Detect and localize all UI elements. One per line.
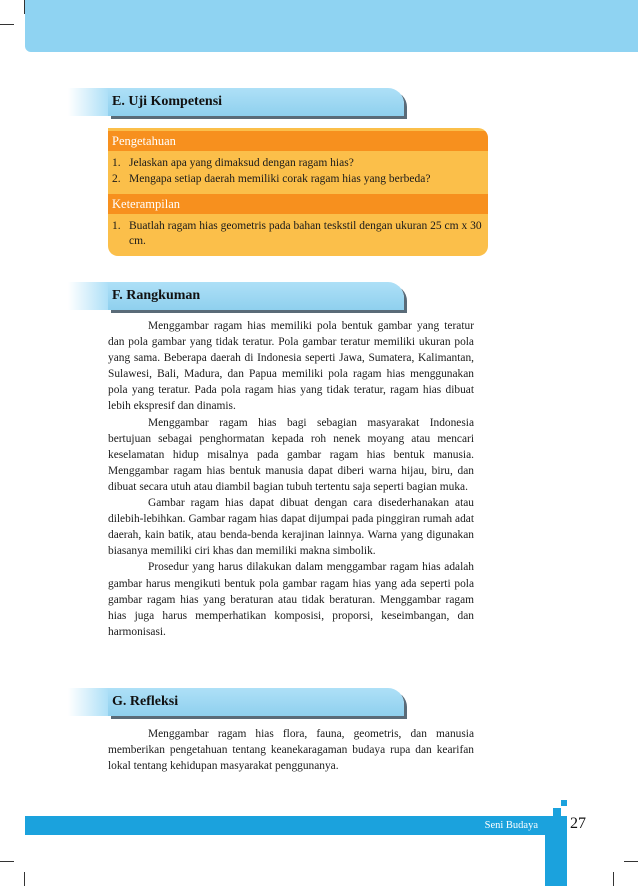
item-text: Mengapa setiap daerah memiliki corak ragam hias yang berbeda? — [129, 173, 431, 185]
section-f-header — [108, 282, 404, 310]
paragraph: Menggambar ragam hias bagi sebagian masyarakat Indonesia bertujuan sebagai penghormatan kepada roh nenek moyang atau mencari keselamatan hidup misalnya pada gambar ragam hias bentuk manusia. Menggambar ragam hias bentuk manusia dapat diberi warna hijau, biru, dan dibuat secara utuh atau diambil bagian tubuh tertentu saja seperti bagian muka. — [108, 416, 474, 493]
section-e-header — [108, 88, 404, 116]
item-number: 2. — [112, 173, 121, 185]
item-text: Jelaskan apa yang dimaksud dengan ragam hias? — [129, 157, 354, 169]
keterampilan-band — [108, 194, 488, 214]
pixel-square — [561, 800, 567, 806]
competency-box — [108, 128, 488, 256]
section-e-title: E. Uji Kompetensi — [112, 94, 223, 109]
crop-mark — [0, 24, 14, 25]
crop-mark — [624, 861, 638, 862]
rangkuman-text — [108, 318, 474, 640]
item-number: 1. — [112, 157, 121, 169]
pengetahuan-band — [108, 131, 488, 151]
paragraph: Gambar ragam hias dapat dibuat dengan cara disederhanakan atau dilebih-lebihkan. Gambar ragam hias dapat dijumpai pada pinggiran rumah adat daerah, kain batik, atau benda-benda kerajinan lainnya. Warna yang digunakan biasanya memiliki ciri khas dan memiliki makna simbolik. — [108, 497, 474, 558]
footer-book-title: Seni Budaya — [484, 820, 538, 831]
paragraph: Menggambar ragam hias flora, fauna, geometris, dan manusia memberikan pengetahuan tentang keanekaragaman budaya rupa dan kearifan lokal tentang kehidupan masyarakat penggunanya. — [108, 728, 474, 773]
top-header-band — [25, 0, 638, 52]
paragraph: Prosedur yang harus dilakukan dalam menggambar ragam hias adalah gambar harus mengikuti bentuk pola gambar ragam hias yang ada seperti pola gambar ragam hias yang beraturan atau tidak beraturan. Menggambar ragam hias juga harus memperhatikan komposisi, proporsi, keseimbangan, dan harmonisasi. — [108, 561, 474, 638]
item-text: Buatlah ragam hias geometris pada bahan teskstil dengan ukuran 25 cm x 30 cm. — [129, 220, 482, 247]
section-f-title: F. Rangkuman — [112, 288, 201, 303]
refleksi-text — [108, 726, 474, 774]
header-tail — [68, 688, 108, 716]
section-g-header — [108, 688, 404, 716]
header-tail — [68, 88, 108, 116]
crop-mark — [613, 872, 614, 886]
paragraph: Menggambar ragam hias memiliki pola bentuk gambar yang teratur dan pola gambar yang tidak teratur. Pola gambar teratur memiliki ukuran pola yang sama. Beberapa daerah di Indonesia seperti Jawa, Sumatera, Kalimantan, Sulawesi, Bali, Madura, dan Papua memiliki pola ragam hias menggunakan pola yang teratur. Pada pola ragam hias yang tidak teratur, ragam hias dibuat lebih ekspresif dan dinamis. — [108, 320, 474, 413]
pengetahuan-item-1 — [112, 156, 484, 171]
keterampilan-label: Keterampilan — [112, 197, 181, 211]
item-number: 1. — [112, 220, 121, 232]
crop-mark — [0, 861, 14, 862]
pengetahuan-item-2 — [112, 172, 484, 187]
pengetahuan-label: Pengetahuan — [112, 134, 176, 148]
keterampilan-item-1 — [112, 219, 484, 249]
page-number: 27 — [570, 815, 586, 832]
section-g-title: G. Refleksi — [112, 694, 179, 709]
header-tail — [68, 282, 108, 310]
crop-mark — [24, 872, 25, 886]
